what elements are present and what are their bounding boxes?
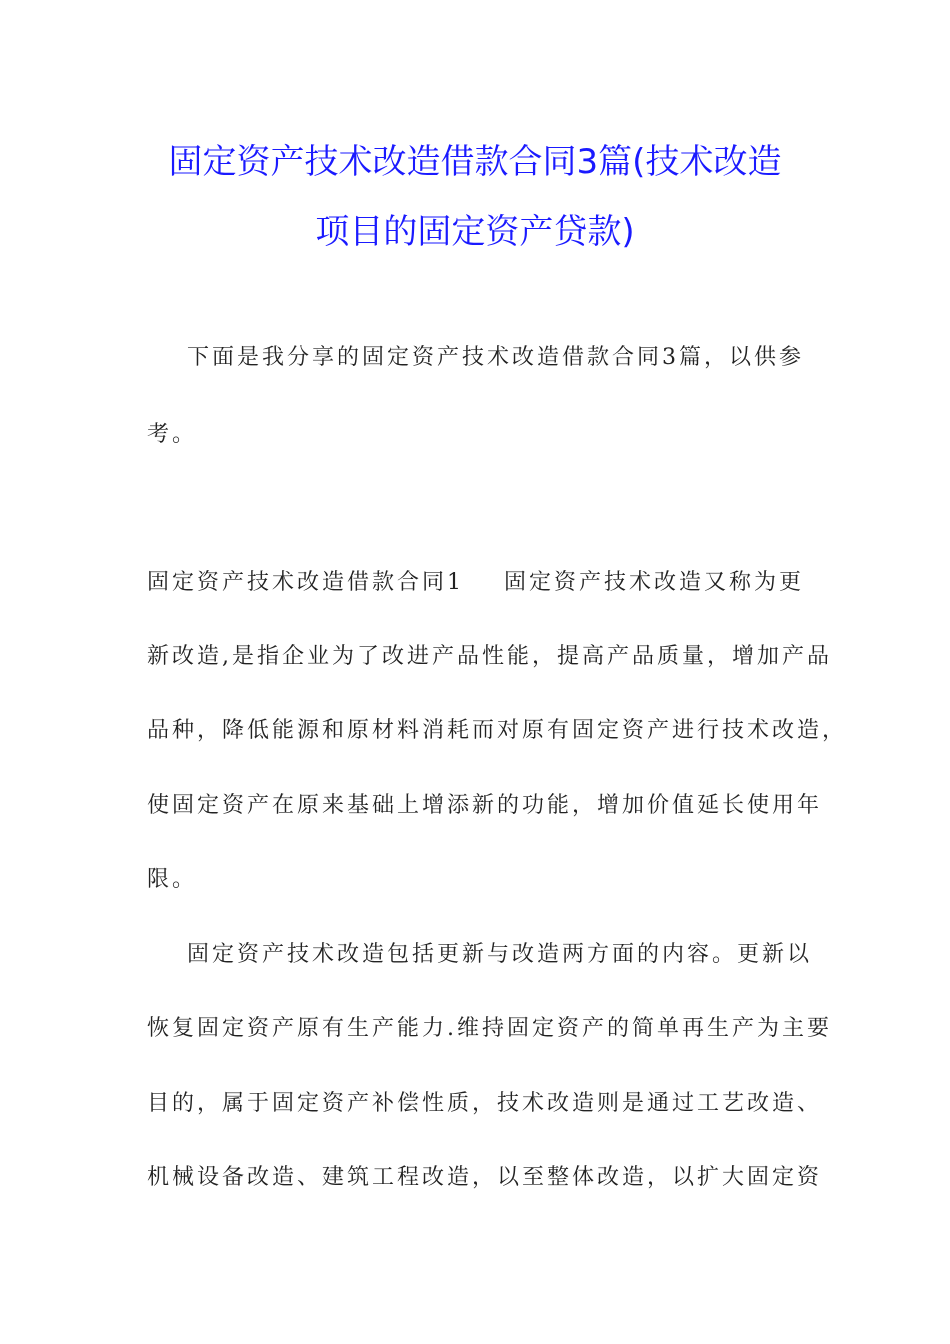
body-line-7: 恢复固定资产原有生产能力.维持固定资产的简单再生产为主要 (147, 1016, 832, 1041)
body-line-1: 固定资产技术改造借款合同1 固定资产技术改造又称为更 (147, 570, 804, 595)
body-line-6: 固定资产技术改造包括更新与改造两方面的内容。更新以 (147, 942, 812, 967)
document-title-line-1: 固定资产技术改造借款合同3篇(技术改造 (168, 142, 782, 182)
body-line-5: 限。 (147, 867, 198, 892)
document-title-line-2: 项目的固定资产贷款) (315, 212, 635, 252)
body-line-9: 机械设备改造、建筑工程改造，以至整体改造，以扩大固定资 (147, 1165, 823, 1190)
body-line-3: 品种，降低能源和原材料消耗而对原有固定资产进行技术改造， (147, 718, 848, 743)
intro-line-1: 下面是我分享的固定资产技术改造借款合同3篇，以供参 (147, 345, 804, 370)
body-line-4: 使固定资产在原来基础上增添新的功能，增加价值延长使用年 (147, 793, 823, 818)
body-line-8: 目的，属于固定资产补偿性质，技术改造则是通过工艺改造、 (147, 1091, 823, 1116)
intro-line-2: 考。 (147, 422, 198, 447)
body-line-2: 新改造,是指企业为了改进产品性能，提高产品质量，增加产品 (147, 644, 832, 669)
